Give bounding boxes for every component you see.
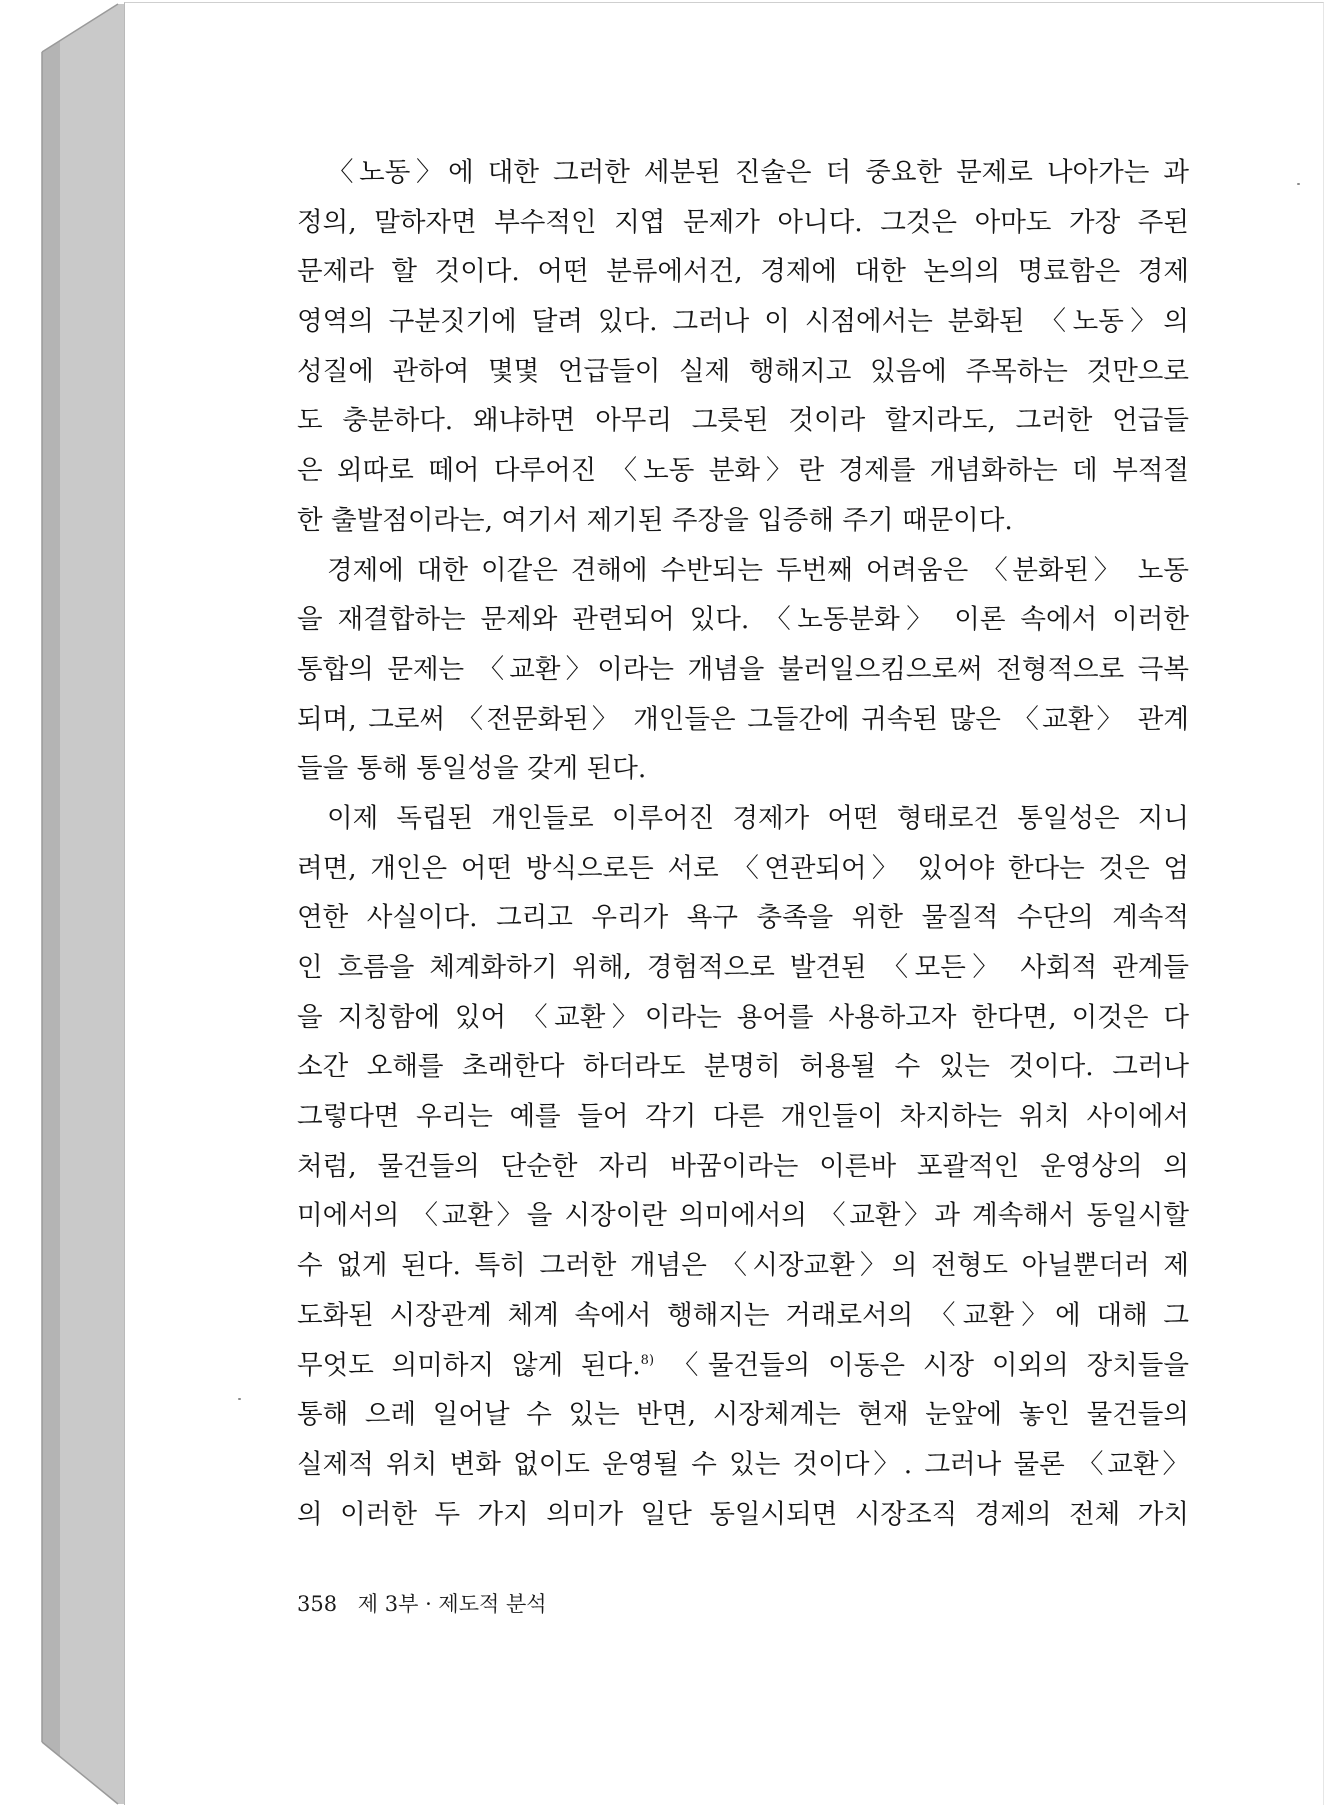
text-line: 도화된 시장관계 체계 속에서 행해지는 거래로서의 〈교환〉에 대해 그: [297, 1299, 1189, 1331]
running-footer-section: 제 3부 · 제도적 분석: [357, 1592, 547, 1616]
text-line: 수 없게 된다. 특히 그러한 개념은 〈시장교환〉의 전형도 아닐뿐더러 제: [297, 1250, 1189, 1282]
text-line: 들을 통해 통일성을 갖게 된다.: [297, 753, 647, 785]
page-body: [297, 148, 1189, 1539]
text-line: 그렇다면 우리는 예를 들어 각기 다른 개인들이 차지하는 위치 사이에서: [297, 1101, 1189, 1133]
text-line: 을 재결합하는 문제와 관련되어 있다. 〈노동분화〉 이론 속에서 이러한: [297, 604, 1189, 636]
text-line: 정의, 말하자면 부수적인 지엽 문제가 아니다. 그것은 아마도 가장 주된: [297, 206, 1189, 238]
text-line: 인 흐름을 체계화하기 위해, 경험적으로 발견된 〈모든〉 사회적 관계들: [297, 952, 1189, 983]
text-line: 문제라 할 것이다. 어떤 분류에서건, 경제에 대한 논의의 명료함은 경제: [297, 256, 1189, 288]
paragraph-1: [297, 148, 1189, 546]
text-line: 이제 독립된 개인들로 이루어진 경제가 어떤 형태로건 통일성은 지니: [327, 802, 1189, 834]
text-line: 미에서의 〈교환〉을 시장이란 의미에서의 〈교환〉과 계속해서 동일시할: [297, 1200, 1189, 1232]
text-line: 성질에 관하여 몇몇 언급들이 실제 행해지고 있음에 주목하는 것만으로: [297, 355, 1189, 387]
page-footer: [297, 1588, 547, 1618]
text-line: 경제에 대한 이같은 견해에 수반되는 두번째 어려움은 〈분화된〉 노동: [327, 554, 1189, 586]
text-line: 한 출발점이라는, 여기서 제기된 주장을 입증해 주기 때문이다.: [297, 504, 1013, 536]
text-line: 려면, 개인은 어떤 방식으로든 서로 〈연관되어〉 있어야 한다는 것은 엄: [297, 852, 1189, 884]
text-line-with-footnote: [297, 1341, 1189, 1391]
text-line: 〈노동〉에 대한 그러한 세분된 진술은 더 중요한 문제로 나아가는 과: [327, 157, 1189, 188]
text-line: 의 이러한 두 가지 의미가 일단 동일시되면 시장조직 경제의 전체 가치: [297, 1498, 1189, 1530]
text-line: 실제적 위치 변화 없이도 운영될 수 있는 것이다〉. 그러나 물론 〈교환〉: [297, 1448, 1189, 1480]
paragraph-3: [297, 794, 1189, 1539]
page-number: 358: [297, 1592, 338, 1616]
text-segment: 〈물건들의 이동은 시장 이외의 장치들을: [654, 1349, 1189, 1381]
scan-speck: [1297, 183, 1300, 185]
text-line: 소간 오해를 초래한다 하더라도 분명히 허용될 수 있는 것이다. 그러나: [297, 1051, 1189, 1083]
text-line: 도 충분하다. 왜냐하면 아무리 그릇된 것이라 할지라도, 그러한 언급들: [297, 405, 1189, 437]
text-line: 연한 사실이다. 그리고 우리가 욕구 충족을 위한 물질적 수단의 계속적: [297, 902, 1189, 934]
text-line: 통합의 문제는 〈교환〉이라는 개념을 불러일으킴으로써 전형적으로 극복: [297, 653, 1189, 685]
text-line: 통해 으레 일어날 수 있는 반면, 시장체계는 현재 눈앞에 놓인 물건들의: [297, 1399, 1189, 1431]
text-line: 처럼, 물건들의 단순한 자리 바꿈이라는 이른바 포괄적인 운영상의 의: [297, 1150, 1189, 1182]
paragraph-2: [297, 546, 1189, 794]
text-line: 은 외따로 떼어 다루어진 〈노동 분화〉란 경제를 개념화하는 데 부적절: [297, 455, 1189, 487]
footnote-reference[interactable]: 8): [640, 1352, 655, 1368]
text-line: 을 지칭함에 있어 〈교환〉이라는 용어를 사용하고자 한다면, 이것은 다: [297, 1001, 1189, 1033]
scan-speck: [238, 1398, 241, 1400]
text-line: 영역의 구분짓기에 달려 있다. 그러나 이 시점에서는 분화된 〈노동〉의: [297, 306, 1189, 338]
text-line: 되며, 그로써 〈전문화된〉 개인들은 그들간에 귀속된 많은 〈교환〉 관계: [297, 703, 1189, 735]
text-segment: 무엇도 의미하지 않게 된다.: [297, 1349, 641, 1381]
